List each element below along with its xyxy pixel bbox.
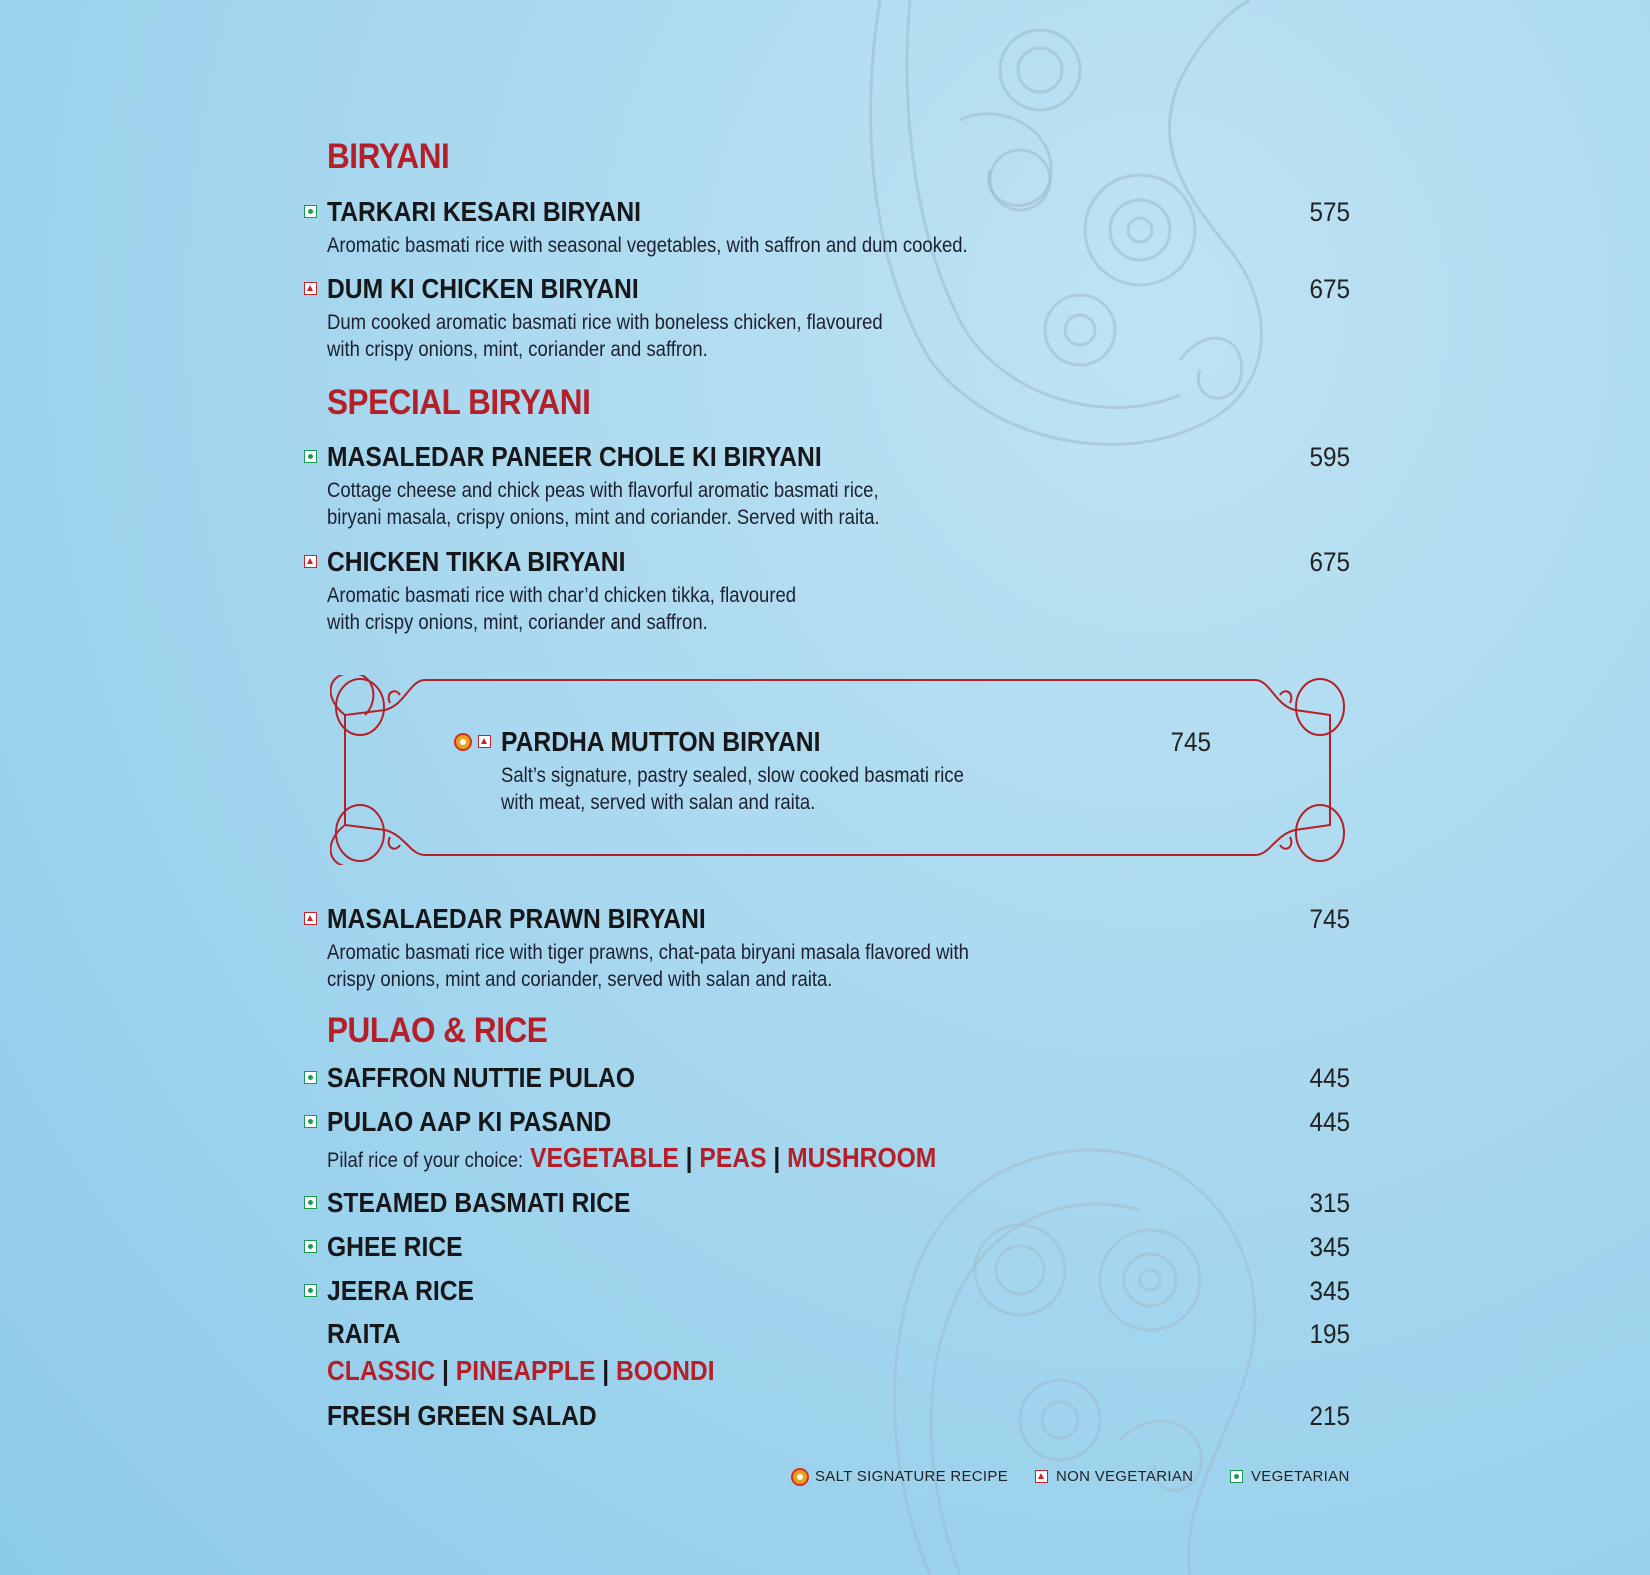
item-description bbox=[327, 939, 969, 993]
item-price: 315 bbox=[1309, 1188, 1350, 1218]
description-line: with meat, served with salan and raita. bbox=[501, 791, 816, 814]
raita-choice-line bbox=[327, 1355, 715, 1387]
item-description bbox=[501, 762, 964, 816]
choice-option: BOONDI bbox=[616, 1355, 715, 1386]
item-description bbox=[327, 309, 883, 363]
item-price: 675 bbox=[1309, 547, 1350, 577]
vegetarian-icon bbox=[304, 1284, 317, 1297]
non-vegetarian-icon bbox=[1035, 1470, 1048, 1483]
item-description bbox=[327, 477, 880, 531]
non-vegetarian-icon bbox=[304, 912, 317, 925]
section-title-biryani: BIRYANI bbox=[327, 137, 450, 176]
item-price: 445 bbox=[1309, 1063, 1350, 1093]
legend-label: NON VEGETARIAN bbox=[1056, 1468, 1194, 1485]
description-line: crispy onions, mint and coriander, served with salan and raita. bbox=[327, 968, 833, 991]
item-price: 195 bbox=[1309, 1319, 1350, 1349]
choice-separator: | bbox=[685, 1142, 693, 1173]
item-price: 445 bbox=[1309, 1107, 1350, 1137]
item-price: 745 bbox=[1170, 727, 1211, 757]
item-name: RAITA bbox=[327, 1318, 401, 1349]
pulao-choice-line bbox=[327, 1142, 936, 1174]
signature-recipe-icon bbox=[793, 1470, 807, 1484]
choice-option: MUSHROOM bbox=[787, 1142, 937, 1173]
vegetarian-icon bbox=[304, 1071, 317, 1084]
description-line: with crispy onions, mint, coriander and saffron. bbox=[327, 338, 708, 361]
item-price: 215 bbox=[1309, 1401, 1350, 1431]
item-name: FRESH GREEN SALAD bbox=[327, 1400, 597, 1431]
non-vegetarian-icon bbox=[304, 555, 317, 568]
choice-option: PEAS bbox=[699, 1142, 767, 1173]
description-line: Salt’s signature, pastry sealed, slow cooked basmati rice bbox=[501, 764, 964, 787]
item-price: 345 bbox=[1309, 1276, 1350, 1306]
choice-separator: | bbox=[773, 1142, 781, 1173]
legend-label: VEGETARIAN bbox=[1251, 1468, 1350, 1485]
signature-recipe-icon bbox=[456, 735, 470, 749]
item-price: 745 bbox=[1309, 904, 1350, 934]
vegetarian-icon bbox=[304, 205, 317, 218]
item-description: Aromatic basmati rice with seasonal vegetables, with saffron and dum cooked. bbox=[327, 234, 968, 257]
choice-option: PINEAPPLE bbox=[455, 1355, 596, 1386]
choice-option: VEGETABLE bbox=[530, 1142, 679, 1173]
choice-separator: | bbox=[442, 1355, 449, 1386]
item-name: CHICKEN TIKKA BIRYANI bbox=[327, 546, 626, 577]
vegetarian-icon bbox=[304, 1115, 317, 1128]
item-description bbox=[327, 582, 796, 636]
item-name: JEERA RICE bbox=[327, 1275, 474, 1306]
description-line: biryani masala, crispy onions, mint and coriander. Served with raita. bbox=[327, 506, 880, 529]
item-name: SAFFRON NUTTIE PULAO bbox=[327, 1062, 635, 1093]
non-vegetarian-icon bbox=[304, 282, 317, 295]
section-title-special-biryani: SPECIAL BIRYANI bbox=[327, 383, 591, 422]
vegetarian-icon bbox=[304, 450, 317, 463]
description-line: with crispy onions, mint, coriander and saffron. bbox=[327, 611, 708, 634]
vegetarian-icon bbox=[1230, 1470, 1243, 1483]
item-name: MASALEDAR PANEER CHOLE KI BIRYANI bbox=[327, 441, 822, 472]
description-line: Aromatic basmati rice with tiger prawns, chat-pata biryani masala flavored with bbox=[327, 941, 969, 964]
item-name: PARDHA MUTTON BIRYANI bbox=[501, 726, 821, 757]
item-name: DUM KI CHICKEN BIRYANI bbox=[327, 273, 639, 304]
item-price: 345 bbox=[1309, 1232, 1350, 1262]
pulao-choice-lead: Pilaf rice of your choice: bbox=[327, 1149, 524, 1172]
vegetarian-icon bbox=[304, 1240, 317, 1253]
item-price: 575 bbox=[1309, 197, 1350, 227]
section-title-pulao-rice: PULAO & RICE bbox=[327, 1011, 548, 1050]
legend-label: SALT SIGNATURE RECIPE bbox=[815, 1468, 1009, 1485]
item-name: PULAO AAP KI PASAND bbox=[327, 1106, 612, 1137]
item-name: STEAMED BASMATI RICE bbox=[327, 1187, 631, 1218]
item-name: GHEE RICE bbox=[327, 1231, 463, 1262]
choice-option: CLASSIC bbox=[327, 1355, 436, 1386]
item-price: 675 bbox=[1309, 274, 1350, 304]
choice-separator: | bbox=[602, 1355, 610, 1386]
item-name: MASALAEDAR PRAWN BIRYANI bbox=[327, 903, 706, 934]
item-name: TARKARI KESARI BIRYANI bbox=[327, 196, 641, 227]
description-line: Dum cooked aromatic basmati rice with boneless chicken, flavoured bbox=[327, 311, 883, 334]
vegetarian-icon bbox=[304, 1196, 317, 1209]
non-vegetarian-icon bbox=[478, 735, 491, 748]
item-price: 595 bbox=[1309, 442, 1350, 472]
description-line: Cottage cheese and chick peas with flavorful aromatic basmati rice, bbox=[327, 479, 879, 502]
description-line: Aromatic basmati rice with char’d chicken tikka, flavoured bbox=[327, 584, 797, 607]
